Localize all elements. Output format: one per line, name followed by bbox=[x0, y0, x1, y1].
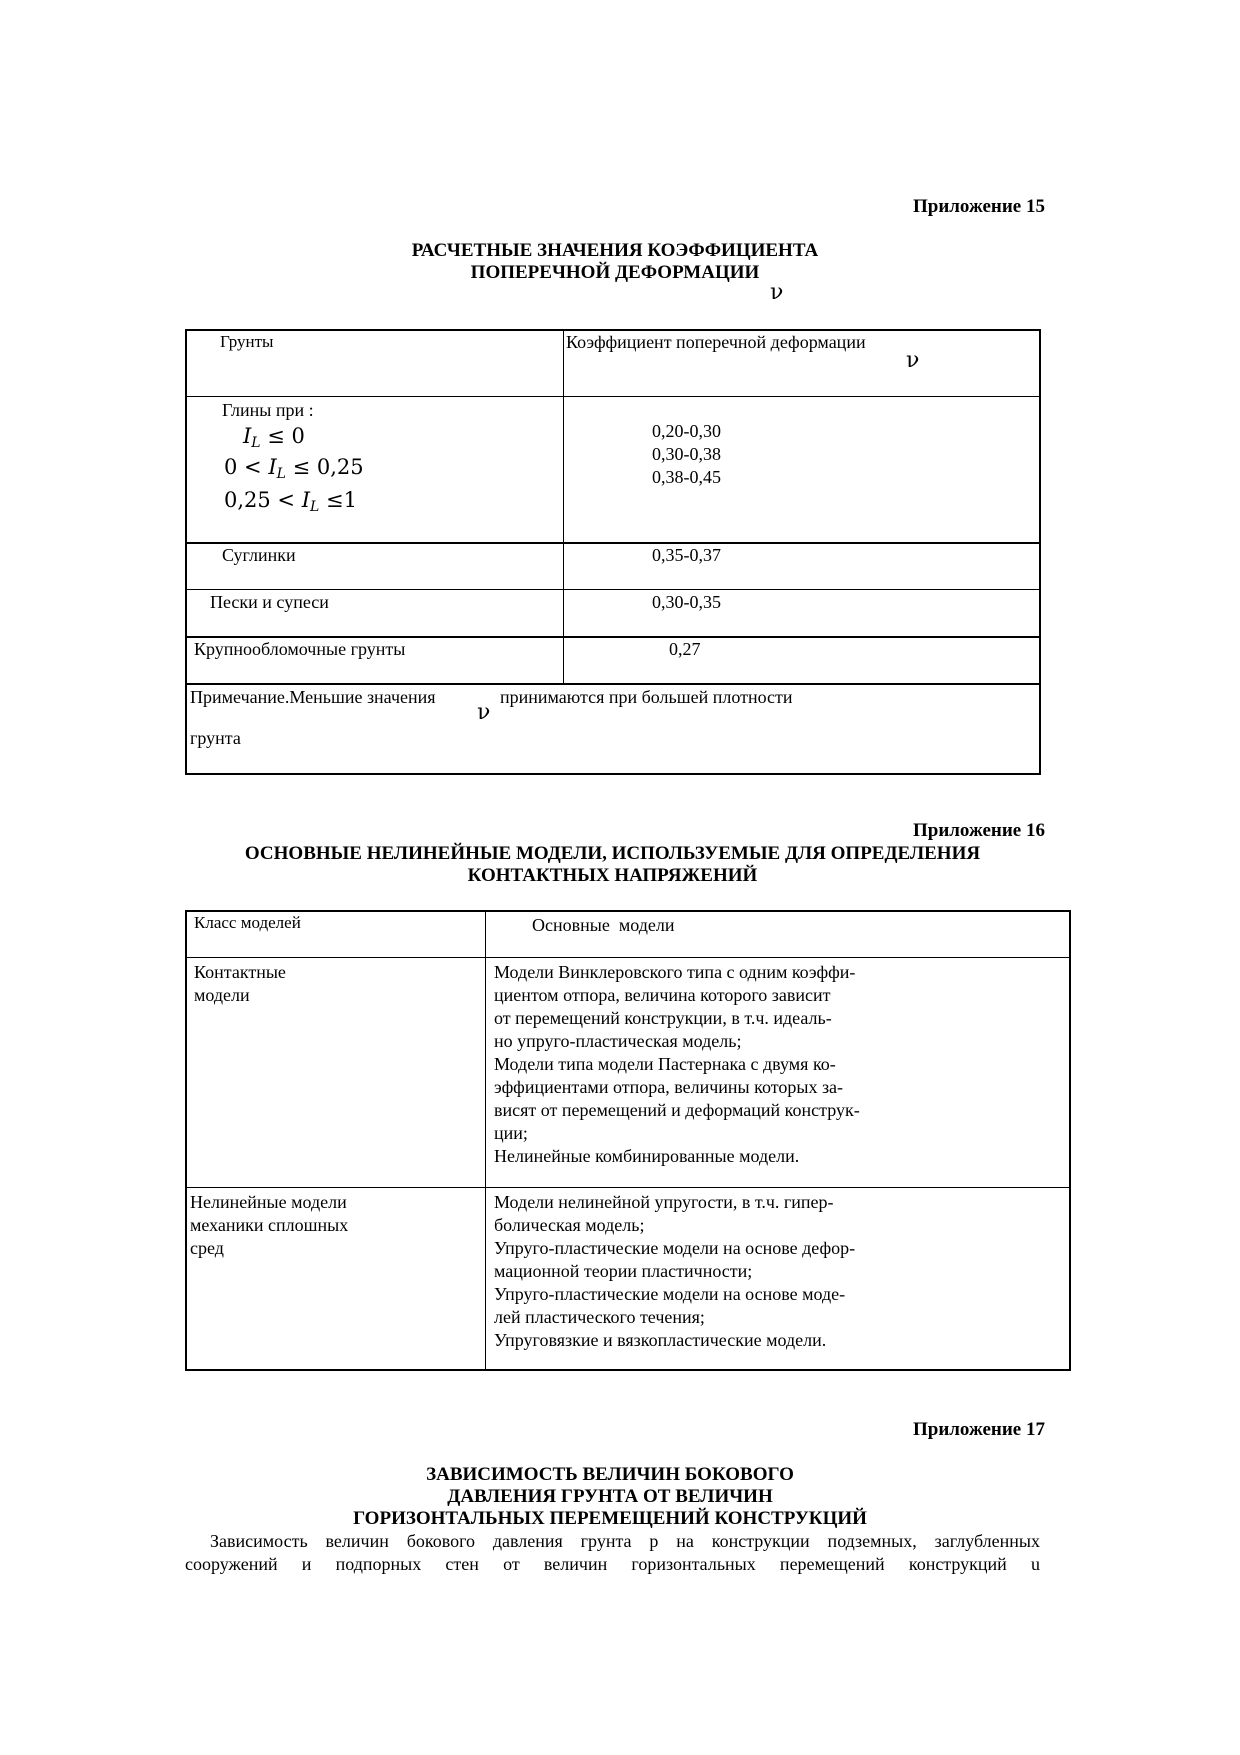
table-15-row-value: 0,35-0,37 bbox=[652, 545, 721, 565]
clay-value-3: 0,38-0,45 bbox=[652, 467, 721, 487]
table-16-row1-class: Контактные модели bbox=[194, 962, 286, 1005]
nu-symbol: ν bbox=[906, 348, 920, 373]
table-16-header-models: Основные модели bbox=[532, 915, 675, 935]
table-15-row-soil: Крупнообломочные грунты bbox=[194, 639, 406, 659]
appendix-15-title-line2: ПОПЕРЕЧНОЙ ДЕФОРМАЦИИ bbox=[470, 262, 760, 283]
nu-symbol: ν bbox=[770, 280, 784, 305]
appendix-15-label: Приложение 15 bbox=[912, 196, 1045, 217]
appendix-16-title-line2: КОНТАКТНЫХ НАПРЯЖЕНИЙ bbox=[467, 865, 758, 886]
clay-condition-2: $0 < I_L \le 0,25$ bbox=[224, 455, 364, 482]
clay-condition-1: $I_L \le 0$ bbox=[243, 424, 305, 451]
table-15-note-end: грунта bbox=[190, 728, 241, 748]
table-15-row-soil: Пески и супеси bbox=[210, 592, 329, 612]
clay-value-2: 0,30-0,38 bbox=[652, 444, 721, 464]
table-16-header-class: Класс моделей bbox=[194, 913, 301, 932]
table-16-row2-models: Модели нелинейной упругости, в т.ч. гипер- болическая модель; Упруго-пластические модели на основе дефор- мационной теории пластичности; Упруго-пластические модели на основе моде- лей пластического течения; Упруговязкие и вязкопластические модели. bbox=[494, 1192, 856, 1350]
appendix-15-title-line1: РАСЧЕТНЫЕ ЗНАЧЕНИЯ КОЭФФИЦИЕНТА bbox=[411, 240, 819, 261]
table-15-header-soils: Грунты bbox=[220, 332, 274, 351]
table-16-row1-models: Модели Винклеровского типа с одним коэффи- циентом отпора, величина которого зависит от перемещений конструкции, в т.ч. идеаль- но упруго-пластическая модель; Модели типа модели Пастернака с двумя ко- эффициентами отпора, величины которых за- висят от перемещений и деформаций конструк- ции; Нелинейные комбинированные модели. bbox=[494, 962, 860, 1166]
table-15-note-cont: принимаются при большей плотности bbox=[500, 687, 793, 707]
table-15-row-value: 0,30-0,35 bbox=[652, 592, 721, 612]
appendix-17-title-line1: ЗАВИСИМОСТЬ ВЕЛИЧИН БОКОВОГО bbox=[426, 1464, 794, 1485]
table-15-note: Примечание.Меньшие значения bbox=[190, 687, 436, 707]
clay-label: Глины при : bbox=[222, 400, 314, 420]
appendix-16-title-line1: ОСНОВНЫЕ НЕЛИНЕЙНЫЕ МОДЕЛИ, ИСПОЛЬЗУЕМЫЕ ДЛЯ ОПРЕДЕЛЕНИЯ bbox=[244, 843, 981, 864]
nu-symbol: ν bbox=[477, 700, 491, 725]
appendix-17-title-line3: ГОРИЗОНТАЛЬНЫХ ПЕРЕМЕЩЕНИЙ КОНСТРУКЦИЙ bbox=[353, 1508, 867, 1529]
table-16-row2-class: Нелинейные модели механики сплошных сред bbox=[190, 1192, 349, 1258]
table-15-row-value: 0,27 bbox=[669, 639, 701, 659]
table-15-row-soil: Суглинки bbox=[222, 545, 296, 565]
appendix-17-paragraph-line1: Зависимость величин бокового давления грунта p на конструкции подземных, заглубленных bbox=[210, 1531, 1040, 1551]
clay-condition-3: $0,25 < I_L \le 1$ bbox=[224, 488, 357, 515]
appendix-17-label: Приложение 17 bbox=[912, 1419, 1045, 1440]
appendix-16-label: Приложение 16 bbox=[912, 820, 1045, 841]
appendix-17-paragraph-line2: сооружений и подпорных стен от величин горизонтальных перемещений конструкций u bbox=[185, 1554, 1040, 1574]
appendix-17-title-line2: ДАВЛЕНИЯ ГРУНТА ОТ ВЕЛИЧИН bbox=[447, 1486, 773, 1507]
table-15-header-coefficient: Коэффициент поперечной деформации bbox=[566, 332, 866, 352]
clay-value-1: 0,20-0,30 bbox=[652, 421, 721, 441]
